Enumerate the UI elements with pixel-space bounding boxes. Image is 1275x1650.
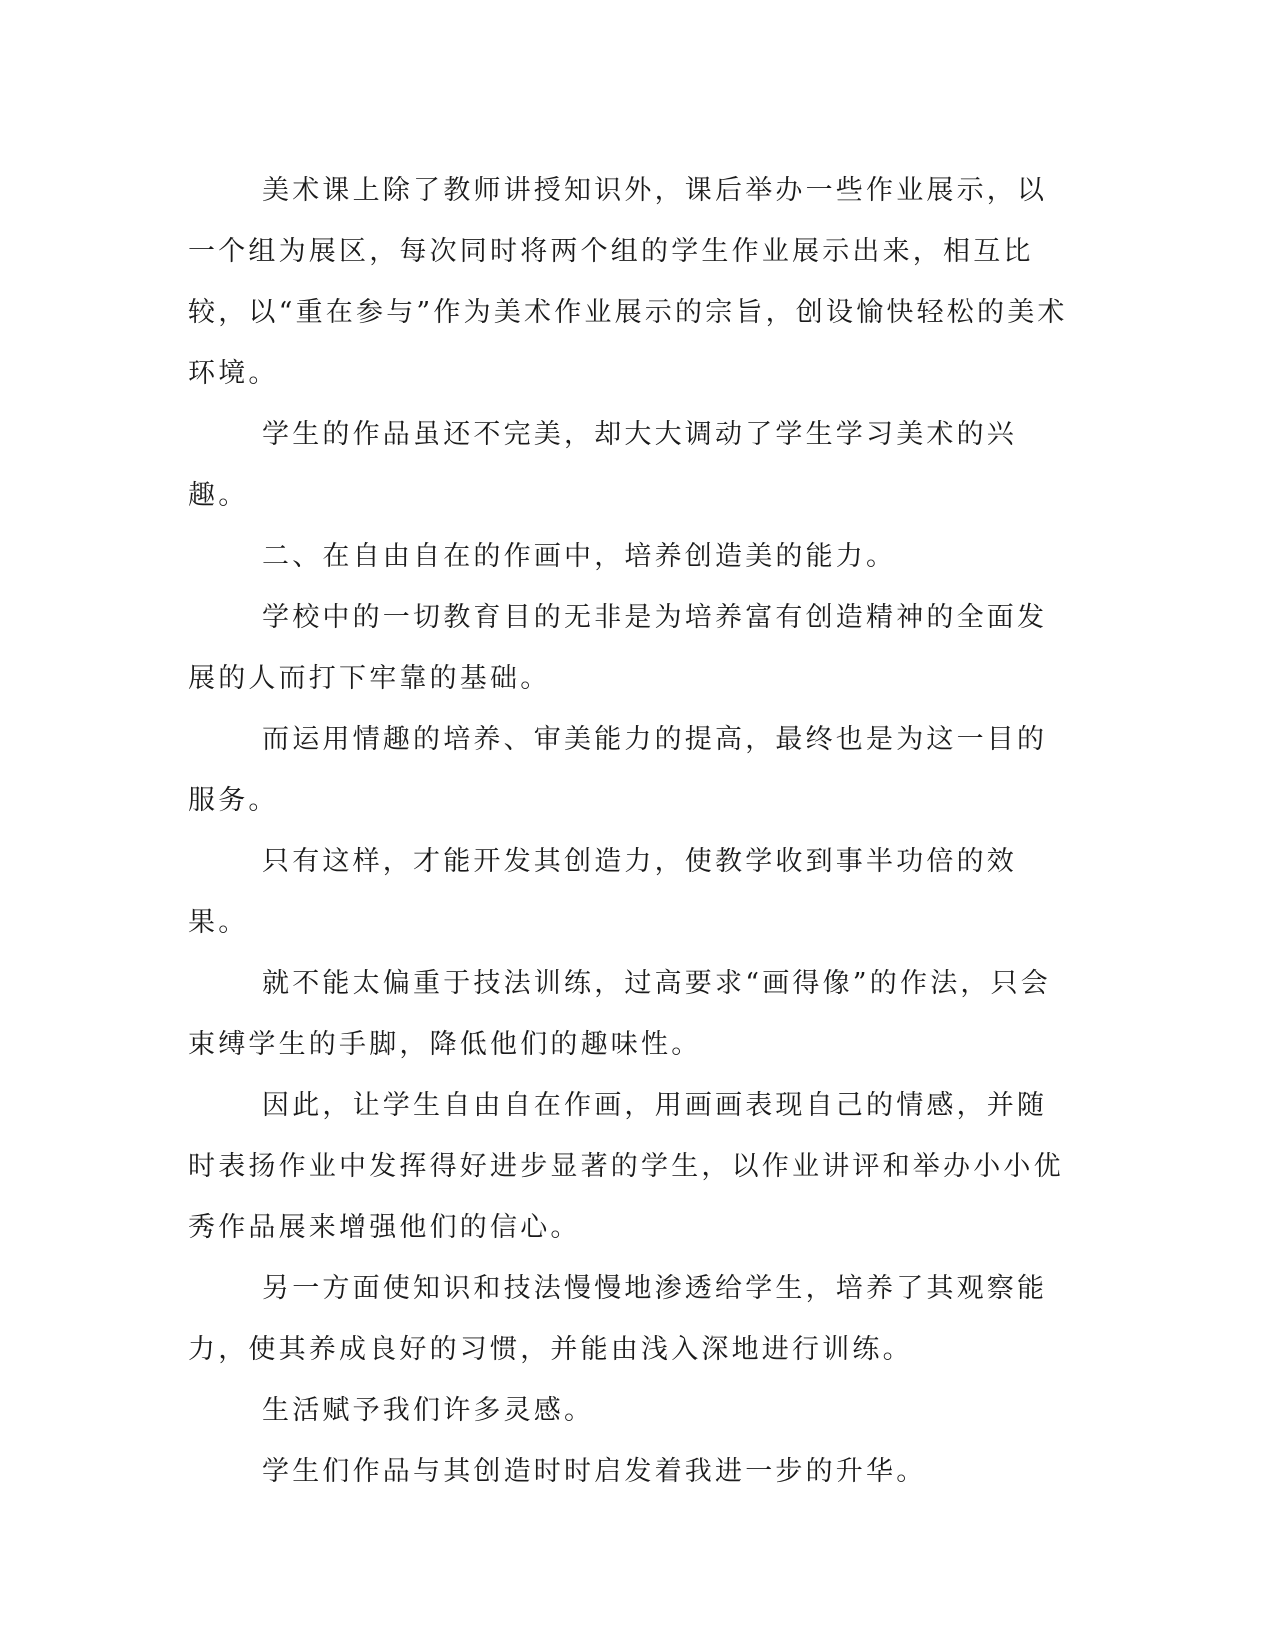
paragraph: 二、在自由自在的作画中，培养创造美的能力。 [262,541,897,572]
paragraph: 就不能太偏重于技法训练，过高要求“画得像”的作法，只会束缚学生的手脚，降低他们的趣味性。 [188,968,1052,1060]
paragraph: 美术课上除了教师讲授知识外，课后举办一些作业展示，以一个组为展区，每次同时将两个组的学生作业展示出来，相互比较，以“重在参与”作为美术作业展示的宗旨，创设愉快轻松的美术环境。 [188,175,1068,389]
paragraph: 生活赋予我们许多灵感。 [262,1395,595,1426]
document-body [188,160,1068,1502]
paragraph: 只有这样，才能开发其创造力，使教学收到事半功倍的效果。 [188,846,1017,938]
paragraph: 学生们作品与其创造时时启发着我进一步的升华。 [262,1456,927,1487]
paragraph: 而运用情趣的培养、审美能力的提高，最终也是为这一目的服务。 [188,724,1048,816]
paragraph: 学生的作品虽还不完美，却大大调动了学生学习美术的兴趣。 [188,419,1017,511]
paragraph: 学校中的一切教育目的无非是为培养富有创造精神的全面发展的人而打下牢靠的基础。 [188,602,1048,694]
paragraph: 另一方面使知识和技法慢慢地渗透给学生，培养了其观察能力，使其养成良好的习惯，并能由浅入深地进行训练。 [188,1273,1048,1365]
paragraph: 因此，让学生自由自在作画，用画画表现自己的情感，并随时表扬作业中发挥得好进步显著的学生，以作业讲评和举办小小优秀作品展来增强他们的信心。 [188,1090,1064,1243]
